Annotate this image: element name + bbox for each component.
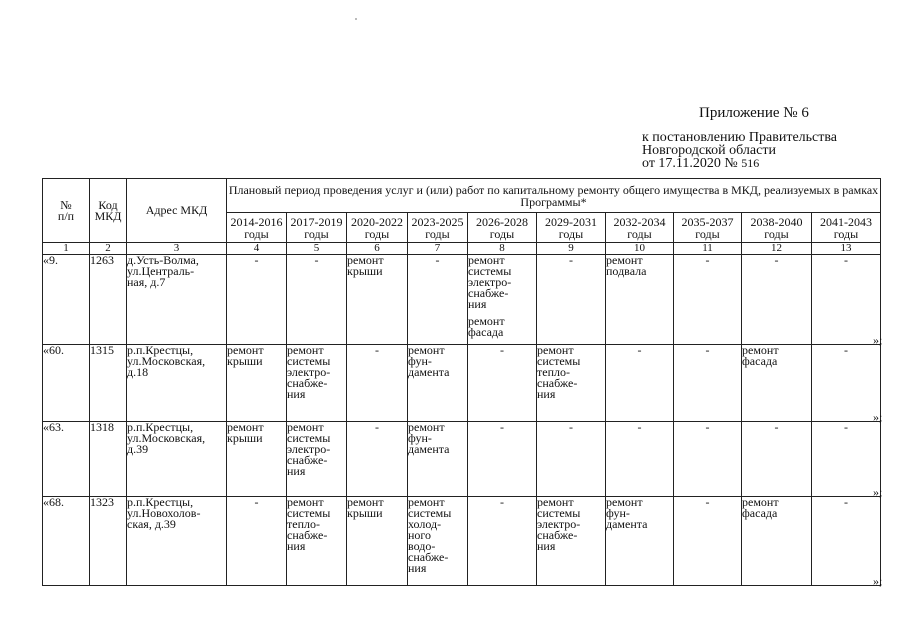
period-header: Плановый период проведения услуг и (или) работ по капитальному ремонту общего имущества в МКД, реализуемых в рамках Программы* bbox=[227, 179, 881, 213]
no-work-dash: - bbox=[500, 343, 504, 357]
building-address: р.п.Крестцы, ул.Новохолов- ская, д.39 bbox=[127, 497, 227, 586]
repair-work: ремонт системы электро- снабже- ния bbox=[287, 420, 331, 478]
period-cell bbox=[468, 255, 537, 345]
repair-work: ремонт крыши bbox=[227, 343, 264, 368]
table-row bbox=[43, 422, 881, 497]
column-header-number: № п/п bbox=[43, 179, 90, 243]
period-cell bbox=[287, 422, 347, 497]
no-work-dash: - bbox=[435, 253, 440, 267]
capital-repair-table bbox=[42, 178, 881, 586]
period-cell bbox=[742, 345, 812, 422]
period-cell bbox=[408, 422, 468, 497]
period-cell bbox=[537, 497, 606, 586]
resolution-line-2: Новгородской области bbox=[642, 143, 776, 158]
period-cell bbox=[347, 497, 408, 586]
repair-work: ремонт подвала bbox=[606, 253, 647, 278]
column-header-code: Код МКД bbox=[90, 179, 127, 243]
no-work-dash: - bbox=[254, 495, 259, 509]
building-code: 1318 bbox=[90, 422, 127, 497]
row-number: «63. bbox=[43, 422, 90, 497]
no-work-dash: - bbox=[254, 253, 259, 267]
column-index: 11 bbox=[674, 243, 742, 255]
table-body bbox=[43, 255, 881, 586]
period-cell bbox=[812, 497, 881, 586]
no-work-dash: - bbox=[637, 420, 642, 434]
no-work-dash: - bbox=[314, 253, 319, 267]
period-cell bbox=[606, 497, 674, 586]
building-code: 1323 bbox=[90, 497, 127, 586]
column-index: 3 bbox=[127, 243, 227, 255]
period-column-header: 2032-2034 годы bbox=[606, 213, 674, 243]
repair-work: ремонт крыши bbox=[347, 495, 384, 520]
no-work-dash: - bbox=[705, 420, 710, 434]
building-address: р.п.Крестцы, ул.Московская, д.39 bbox=[127, 422, 227, 497]
building-address: д.Усть-Волма, ул.Централь- ная, д.7 bbox=[127, 255, 227, 345]
period-cell bbox=[606, 422, 674, 497]
period-cell bbox=[347, 255, 408, 345]
period-cell bbox=[227, 497, 287, 586]
row-number: «9. bbox=[43, 255, 90, 345]
period-column-header: 2014-2016 годы bbox=[227, 213, 287, 243]
document-heading bbox=[642, 105, 892, 170]
row-closing-mark: »; bbox=[873, 332, 883, 347]
period-cell bbox=[742, 497, 812, 586]
period-column-header: 2029-2031 годы bbox=[537, 213, 606, 243]
period-cell bbox=[674, 422, 742, 497]
repair-work: ремонт системы тепло- снабже- ния bbox=[287, 495, 331, 553]
no-work-dash: - bbox=[844, 343, 848, 357]
column-index: 1 bbox=[43, 243, 90, 255]
period-cell bbox=[408, 345, 468, 422]
no-work-dash: - bbox=[844, 495, 848, 509]
period-cell bbox=[606, 255, 674, 345]
row-closing-mark: »; bbox=[873, 409, 883, 424]
period-column-header: 2023-2025 годы bbox=[408, 213, 468, 243]
period-cell bbox=[287, 255, 347, 345]
table-row bbox=[43, 345, 881, 422]
no-work-dash: - bbox=[375, 343, 379, 357]
period-cell bbox=[537, 345, 606, 422]
repair-work: ремонт фун- дамента bbox=[408, 343, 450, 379]
period-cell bbox=[408, 497, 468, 586]
repair-work: ремонт системы тепло- снабже- ния bbox=[537, 343, 581, 401]
building-code: 1315 bbox=[90, 345, 127, 422]
no-work-dash: - bbox=[637, 343, 642, 357]
column-index: 9 bbox=[537, 243, 606, 255]
column-index: 4 bbox=[227, 243, 287, 255]
no-work-dash: - bbox=[705, 253, 710, 267]
resolution-line-3 bbox=[642, 157, 892, 170]
no-work-dash: - bbox=[705, 343, 710, 357]
no-work-dash: - bbox=[569, 253, 573, 267]
repair-work: ремонт системы электро- снабже- ния bbox=[537, 495, 581, 553]
repair-work: ремонт фасада bbox=[742, 495, 779, 520]
column-index: 8 bbox=[468, 243, 537, 255]
no-work-dash: - bbox=[774, 420, 779, 434]
period-cell bbox=[674, 497, 742, 586]
period-cell bbox=[606, 345, 674, 422]
no-work-dash: - bbox=[569, 420, 573, 434]
period-cell bbox=[674, 345, 742, 422]
resolution-line-1: к постановлению Правительства bbox=[642, 130, 838, 145]
period-cell bbox=[468, 422, 537, 497]
repair-work: ремонт системы электро- снабже- ния bbox=[287, 343, 331, 401]
column-index: 2 bbox=[90, 243, 127, 255]
repair-work: ремонт системы электро- снабже- ния bbox=[468, 253, 512, 311]
period-cell bbox=[537, 422, 606, 497]
no-work-dash: - bbox=[844, 420, 848, 434]
period-column-header: 2041-2043 годы bbox=[812, 213, 881, 243]
period-cell bbox=[227, 422, 287, 497]
building-code: 1263 bbox=[90, 255, 127, 345]
period-cell bbox=[812, 345, 881, 422]
period-cell bbox=[812, 255, 881, 345]
period-cell bbox=[287, 497, 347, 586]
period-column-header: 2038-2040 годы bbox=[742, 213, 812, 243]
no-work-dash: - bbox=[705, 495, 710, 509]
resolution-date: от 17.11.2020 № bbox=[642, 156, 742, 171]
period-cell bbox=[468, 497, 537, 586]
period-column-header: 2020-2022 годы bbox=[347, 213, 408, 243]
period-cell bbox=[537, 255, 606, 345]
repair-work: ремонт крыши bbox=[227, 420, 264, 445]
period-cell bbox=[812, 422, 881, 497]
period-cell bbox=[742, 422, 812, 497]
row-closing-mark: »; bbox=[873, 573, 883, 588]
table-row bbox=[43, 497, 881, 586]
period-cell bbox=[742, 255, 812, 345]
no-work-dash: - bbox=[500, 495, 504, 509]
row-closing-mark: »; bbox=[873, 484, 883, 499]
repair-work: ремонт фун- дамента bbox=[606, 495, 648, 531]
period-cell bbox=[674, 255, 742, 345]
period-cell bbox=[408, 255, 468, 345]
column-index: 10 bbox=[606, 243, 674, 255]
column-index: 13 bbox=[812, 243, 881, 255]
repair-work: ремонт фасада bbox=[468, 314, 505, 339]
column-index: 5 bbox=[287, 243, 347, 255]
period-cell bbox=[287, 345, 347, 422]
resolution-number: 516 bbox=[741, 156, 760, 170]
period-cell bbox=[468, 345, 537, 422]
period-column-header: 2035-2037 годы bbox=[674, 213, 742, 243]
repair-work: ремонт крыши bbox=[347, 253, 384, 278]
table-row bbox=[43, 255, 881, 345]
period-cell bbox=[227, 345, 287, 422]
scan-speck bbox=[355, 18, 357, 20]
period-column-header: 2026-2028 годы bbox=[468, 213, 537, 243]
period-cell bbox=[227, 255, 287, 345]
no-work-dash: - bbox=[375, 420, 379, 434]
no-work-dash: - bbox=[500, 420, 504, 434]
column-index: 6 bbox=[347, 243, 408, 255]
no-work-dash: - bbox=[844, 253, 848, 267]
row-number: «68. bbox=[43, 497, 90, 586]
repair-work: ремонт фасада bbox=[742, 343, 779, 368]
repair-work: ремонт фун- дамента bbox=[408, 420, 450, 456]
period-cell bbox=[347, 422, 408, 497]
period-cell bbox=[347, 345, 408, 422]
row-number: «60. bbox=[43, 345, 90, 422]
repair-work: ремонт системы холод- ного водо- снабже- ния bbox=[408, 495, 452, 575]
building-address: р.п.Крестцы, ул.Московская, д.18 bbox=[127, 345, 227, 422]
no-work-dash: - bbox=[774, 253, 779, 267]
period-column-header: 2017-2019 годы bbox=[287, 213, 347, 243]
column-header-address: Адрес МКД bbox=[127, 179, 227, 243]
column-index: 12 bbox=[742, 243, 812, 255]
appendix-title: Приложение № 6 bbox=[699, 105, 809, 121]
column-index: 7 bbox=[408, 243, 468, 255]
